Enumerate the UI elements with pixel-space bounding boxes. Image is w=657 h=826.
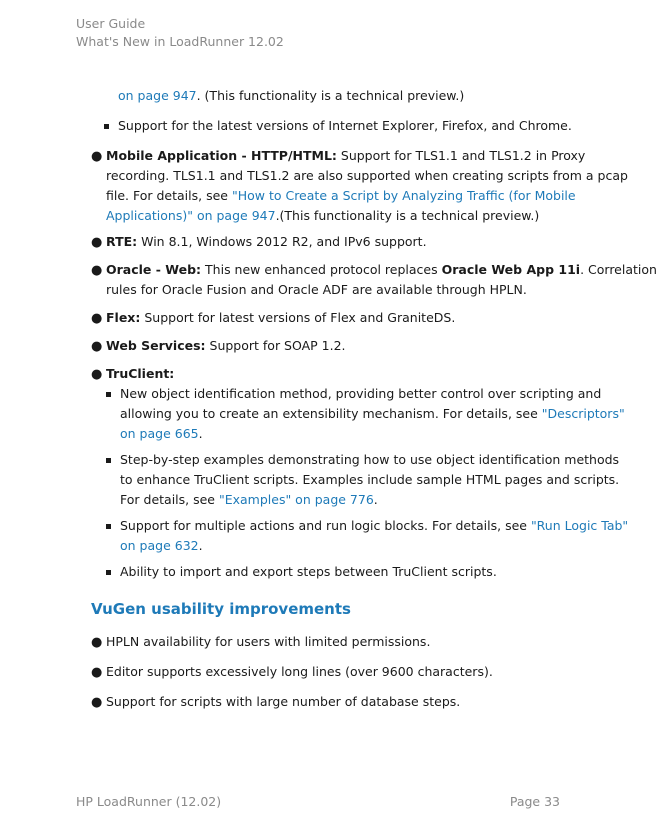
- truclient-label: TruClient:: [106, 366, 175, 381]
- run-logic-tab-link[interactable]: "Run Logic Tab": [530, 518, 629, 533]
- round-bullet-icon: ●: [91, 665, 103, 680]
- header-guide-title: User Guide: [76, 16, 146, 31]
- run-logic-page-link[interactable]: on page 632: [120, 538, 199, 553]
- list-item: Support for scripts with large number of database steps.: [106, 694, 461, 709]
- examples-link[interactable]: "Examples" on page 776: [218, 492, 374, 507]
- oracle-text-2: . Correlation: [580, 262, 657, 277]
- round-bullet-icon: ●: [91, 635, 103, 650]
- rte-item: [106, 232, 427, 253]
- oracle-line-1: [106, 260, 657, 281]
- flex-text: Support for latest versions of Flex and GraniteDS.: [140, 310, 456, 325]
- header-chapter-title: What's New in LoadRunner 12.02: [76, 34, 284, 49]
- flex-label: Flex:: [106, 310, 141, 325]
- webservices-label: Web Services:: [106, 338, 206, 353]
- round-bullet-icon: ●: [91, 263, 103, 278]
- page-link-947[interactable]: on page 947: [118, 88, 197, 103]
- round-bullet-icon: ●: [91, 311, 103, 326]
- truclient-sub3-line1: [120, 516, 628, 537]
- truclient-sub4: Ability to import and export steps between TruClient scripts.: [120, 564, 497, 579]
- continuation-line: [118, 86, 464, 107]
- rte-label: RTE:: [106, 234, 138, 249]
- truclient-sub2-line3: [120, 490, 378, 511]
- oracle-line-2: rules for Oracle Fusion and Oracle ADF are available through HPLN.: [106, 282, 527, 297]
- truclient-sub1-line1: New object identification method, providing better control over scripting and: [120, 386, 602, 401]
- truclient-label-line: [106, 364, 174, 385]
- round-bullet-icon: ●: [91, 235, 103, 250]
- truclient-sub3-text: Support for multiple actions and run logic blocks. For details, see: [120, 518, 531, 533]
- round-bullet-icon: ●: [91, 339, 103, 354]
- rte-text: Win 8.1, Windows 2012 R2, and IPv6 support.: [137, 234, 427, 249]
- mobile-line-3: [106, 186, 576, 207]
- truclient-sub2-line1: Step-by-step examples demonstrating how to use object identification methods: [120, 452, 620, 467]
- round-bullet-icon: ●: [91, 149, 103, 164]
- mobile-label: Mobile Application - HTTP/HTML:: [106, 148, 337, 163]
- browser-support-item: Support for the latest versions of Internet Explorer, Firefox, and Chrome.: [118, 118, 572, 133]
- truclient-sub1-text: allowing you to create an extensibility mechanism. For details, see: [120, 406, 542, 421]
- webservices-item: [106, 336, 346, 357]
- oracle-product-name: Oracle Web App 11i: [441, 262, 581, 277]
- truclient-sub2-text: For details, see: [120, 492, 219, 507]
- mobile-text-3: file. For details, see: [106, 188, 232, 203]
- square-bullet-icon: [106, 458, 111, 463]
- mobile-text-1: Support for TLS1.1 and TLS1.2 in Proxy: [336, 148, 586, 163]
- mobile-line-2: recording. TLS1.1 and TLS1.2 are also supported when creating scripts from a pcap: [106, 168, 628, 183]
- truclient-sub1-line2: [120, 404, 625, 425]
- round-bullet-icon: ●: [91, 695, 103, 710]
- section-heading: VuGen usability improvements: [91, 600, 351, 618]
- mobile-text-4: .(This functionality is a technical preview.): [275, 208, 540, 223]
- square-bullet-icon: [106, 392, 111, 397]
- footer-product: HP LoadRunner (12.02): [76, 794, 222, 809]
- descriptors-link[interactable]: "Descriptors": [541, 406, 625, 421]
- mobile-line-1: [106, 146, 585, 167]
- truclient-sub3-end: .: [198, 538, 203, 553]
- truclient-sub2-line2: to enhance TruClient scripts. Examples include sample HTML pages and scripts.: [120, 472, 620, 487]
- truclient-sub2-end: .: [373, 492, 378, 507]
- list-item: HPLN availability for users with limited permissions.: [106, 634, 431, 649]
- truclient-sub1-line3: [120, 424, 203, 445]
- descriptors-page-link[interactable]: on page 665: [120, 426, 199, 441]
- running-header: [76, 15, 284, 51]
- square-bullet-icon: [106, 524, 111, 529]
- webservices-text: Support for SOAP 1.2.: [205, 338, 346, 353]
- list-item: Editor supports excessively long lines (over 9600 characters).: [106, 664, 493, 679]
- truclient-sub3-line2: [120, 536, 203, 557]
- mobile-link-start[interactable]: "How to Create a Script by Analyzing Traffic (for Mobile: [231, 188, 576, 203]
- footer-page-number: Page 33: [509, 794, 560, 809]
- oracle-text-1: This new enhanced protocol replaces: [201, 262, 442, 277]
- flex-item: [106, 308, 455, 329]
- square-bullet-icon: [104, 124, 109, 129]
- continuation-text: . (This functionality is a technical preview.): [196, 88, 465, 103]
- square-bullet-icon: [106, 570, 111, 575]
- mobile-link-end[interactable]: Applications)" on page 947: [106, 208, 276, 223]
- mobile-line-4: [106, 206, 539, 227]
- oracle-label: Oracle - Web:: [106, 262, 202, 277]
- truclient-sub1-end: .: [198, 426, 203, 441]
- round-bullet-icon: ●: [91, 367, 103, 382]
